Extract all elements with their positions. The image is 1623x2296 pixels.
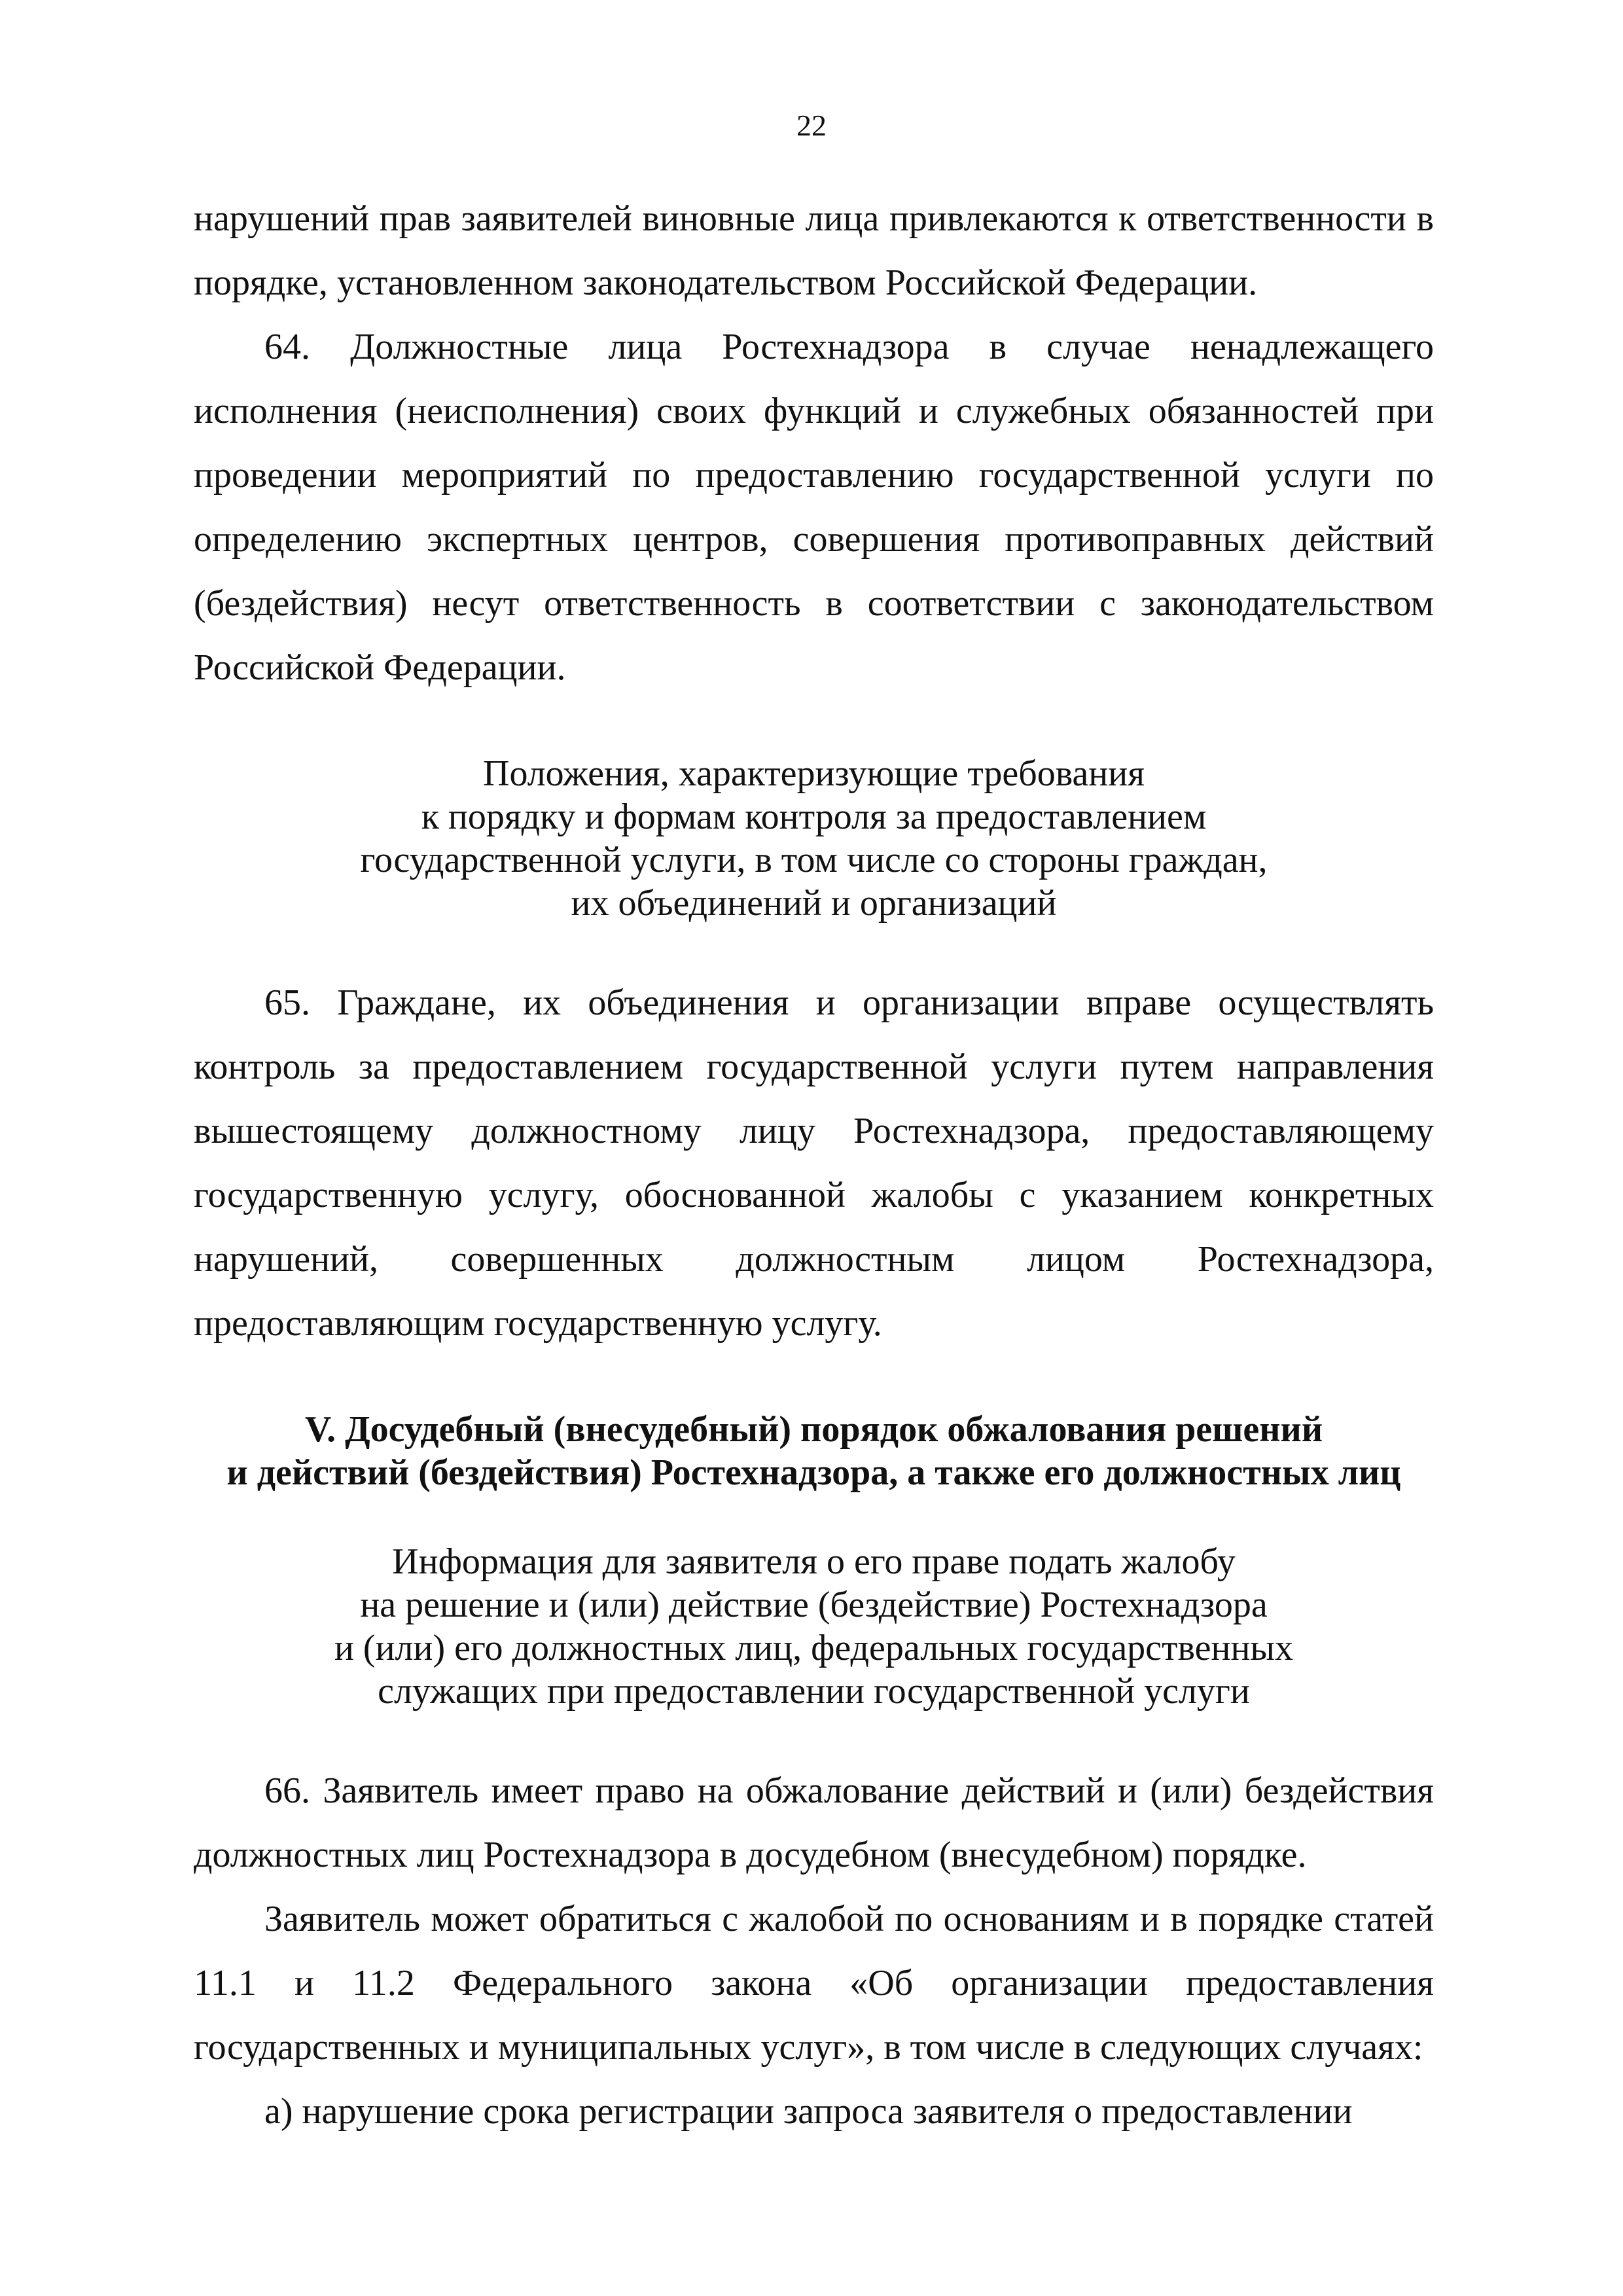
subheading-line: государственной услуги, в том числе со стороны граждан, [360, 840, 1268, 880]
paragraph-66-continuation: Заявитель может обратиться с жалобой по основаниям и в порядке статей 11.1 и 11.2 Федерального закона «Об организации предоставления государственных и муниципальных услуг», в том числе в следующих случаях: [194, 1899, 1434, 2068]
paragraph-63-continuation: нарушений прав заявителей виновные лица привлекаются к ответственности в порядке, установленном законодательством Российской Федерации. [194, 198, 1434, 303]
subheading-control-requirements [194, 752, 1434, 925]
subheading-line: Информация для заявителя о его праве подать жалобу [392, 1541, 1236, 1582]
page-number: 22 [796, 109, 827, 142]
page-content [194, 187, 1434, 2144]
paragraph-64: 64. Должностные лица Ростехнадзора в случае ненадлежащего исполнения (неисполнения) своих функций и служебных обязанностей при проведении мероприятий по предоставлению государственной услуги по определению экспертных центров, совершения противоправных действий (бездействия) несут ответственность в соответствии с законодательством Российской Федерации. [194, 327, 1434, 688]
subheading-line: к порядку и формам контроля за предоставлением [421, 797, 1207, 837]
subheading-line: на решение и (или) действие (бездействие) Ростехнадзора [360, 1585, 1268, 1625]
subheading-line: Положения, характеризующие требования [483, 753, 1145, 794]
subheading-line: и (или) его должностных лиц, федеральных государственных [334, 1628, 1294, 1668]
subheading-line: служащих при предоставлении государственной услуги [378, 1671, 1250, 1712]
list-item-a: а) нарушение срока регистрации запроса заявителя о предоставлении [264, 2091, 1353, 2132]
paragraph-66: 66. Заявитель имеет право на обжалование действий и (или) бездействия должностных лиц Ростехнадзора в досудебном (внесудебном) порядке. [194, 1770, 1434, 1875]
paragraph-65: 65. Граждане, их объединения и организации вправе осуществлять контроль за предоставлением государственной услуги путем направления вышестоящему должностному лицу Ростехнадзора, предоставляющему государственную услугу, обоснованной жалобы с указанием конкретных нарушений, совершенных должностным лицом Ростехнадзора, предоставляющим государственную услугу. [194, 982, 1434, 1344]
section-heading-line: и действий (бездействия) Ростехнадзора, а также его должностных лиц [226, 1452, 1401, 1493]
subheading-line: их объединений и организаций [571, 883, 1057, 924]
section-heading-line: V. Досудебный (внесудебный) порядок обжалования решений [304, 1409, 1323, 1450]
section-v-heading [194, 1408, 1434, 1494]
subheading-complaint-info [194, 1540, 1434, 1713]
